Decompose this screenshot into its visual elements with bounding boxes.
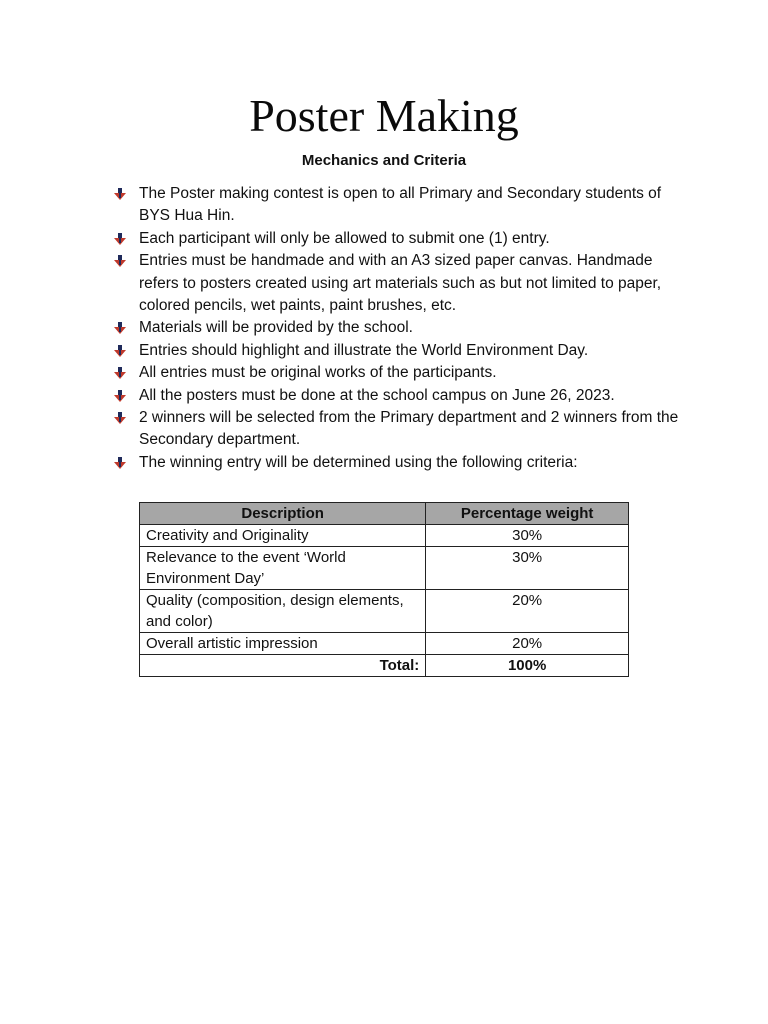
header-description: Description: [140, 503, 426, 525]
page-title: Poster Making: [249, 90, 519, 141]
table-row: [140, 547, 629, 590]
table-row: [140, 525, 629, 547]
criteria-description: Relevance to the event ‘World Environment Day’: [140, 547, 426, 590]
criteria-weight: 20%: [426, 590, 629, 633]
criteria-weight: 30%: [426, 547, 629, 590]
list-item-text: Entries must be handmade and with an A3 sized paper canvas. Handmade refers to posters created using art materials such as but not limited to paper, colored pencils, wet paints, paint brushes, etc.: [139, 252, 662, 315]
list-item: [114, 340, 684, 362]
list-item-text: The winning entry will be determined using the following criteria:: [139, 453, 578, 471]
list-item: [114, 250, 684, 317]
criteria-description: Creativity and Originality: [140, 525, 426, 547]
list-item-text: 2 winners will be selected from the Primary department and 2 winners from the Secondary department.: [139, 409, 679, 449]
list-item-text: All entries must be original works of the participants.: [139, 364, 497, 382]
list-item: [114, 385, 684, 407]
list-item: [114, 228, 684, 250]
criteria-weight: 20%: [426, 633, 629, 655]
list-item-text: Materials will be provided by the school.: [139, 319, 413, 337]
down-arrow-bullet-icon: [114, 233, 126, 245]
rules-list: [114, 183, 684, 474]
table-row: [140, 633, 629, 655]
criteria-description: Quality (composition, design elements, and color): [140, 590, 426, 633]
down-arrow-bullet-icon: [114, 322, 126, 334]
criteria-table: [139, 502, 629, 677]
down-arrow-bullet-icon: [114, 412, 126, 424]
list-item: [114, 362, 684, 384]
down-arrow-bullet-icon: [114, 255, 126, 267]
list-item-text: The Poster making contest is open to all Primary and Secondary students of BYS Hua Hin.: [139, 185, 662, 225]
list-item-text: Entries should highlight and illustrate the World Environment Day.: [139, 341, 589, 359]
table-row: [140, 590, 629, 633]
total-value: 100%: [426, 655, 629, 677]
list-item: [114, 183, 684, 228]
page-subtitle: Mechanics and Criteria: [301, 152, 467, 169]
total-label: Total:: [140, 655, 426, 677]
table-total-row: [140, 655, 629, 677]
down-arrow-bullet-icon: [114, 390, 126, 402]
down-arrow-bullet-icon: [114, 457, 126, 469]
header-percentage-weight: Percentage weight: [426, 503, 629, 525]
table-header-row: [140, 503, 629, 525]
down-arrow-bullet-icon: [114, 188, 126, 200]
list-item: [114, 452, 684, 474]
list-item: [114, 407, 684, 452]
list-item: [114, 317, 684, 339]
down-arrow-bullet-icon: [114, 367, 126, 379]
criteria-description: Overall artistic impression: [140, 633, 426, 655]
list-item-text: Each participant will only be allowed to submit one (1) entry.: [139, 229, 550, 247]
list-item-text: All the posters must be done at the school campus on June 26, 2023.: [139, 386, 615, 404]
down-arrow-bullet-icon: [114, 345, 126, 357]
criteria-weight: 30%: [426, 525, 629, 547]
